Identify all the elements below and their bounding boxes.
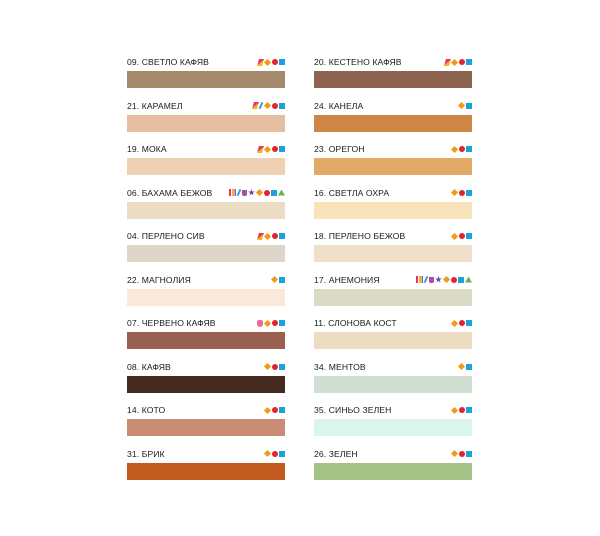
color-label: 09. СВЕТЛО КАФЯВ: [127, 57, 210, 67]
diamond-icon: [443, 276, 450, 283]
diamond-icon: [458, 363, 465, 370]
square-icon: [279, 277, 285, 283]
color-item: [127, 140, 285, 184]
color-label: 08. КАФЯВ: [127, 361, 171, 372]
color-item: [127, 401, 285, 445]
color-swatch: [314, 245, 472, 262]
color-swatch: [314, 158, 472, 175]
square-icon: [271, 190, 277, 196]
color-item: [127, 184, 285, 228]
color-label: 34. МЕНТОВ: [314, 361, 366, 372]
brushes-icon: [229, 189, 236, 196]
color-label: 26. ЗЕЛЕН: [314, 448, 358, 459]
color-label: 23. ОРЕГОН: [314, 144, 365, 154]
brushes-icon: [416, 276, 423, 283]
color-swatch: [127, 158, 285, 175]
square-icon: [466, 190, 472, 196]
square-icon: [466, 320, 472, 326]
color-swatch: [127, 376, 285, 393]
hand-icon: [257, 320, 263, 327]
square-icon: [466, 451, 472, 457]
color-label: 04. ПЕРЛЕНО СИВ: [127, 231, 205, 241]
usage-icons: [458, 102, 472, 110]
diamond-icon: [264, 145, 271, 152]
square-icon: [279, 364, 285, 370]
color-swatch: [127, 289, 285, 306]
color-swatch: [127, 202, 285, 219]
usage-icons: [257, 319, 285, 327]
color-item: [314, 358, 472, 402]
color-item: [314, 401, 472, 445]
color-item: [314, 97, 472, 141]
square-icon: [279, 103, 285, 109]
pencil-icon: [237, 189, 242, 196]
color-label: 19. МОКА: [127, 144, 167, 154]
pencil-icon: [259, 102, 264, 109]
diamond-icon: [264, 406, 271, 413]
square-icon: [466, 407, 472, 413]
color-swatch: [127, 463, 285, 480]
usage-icons: [258, 232, 285, 240]
diamond-icon: [264, 232, 271, 239]
diamond-icon: [451, 58, 458, 65]
color-label: 07. ЧЕРВЕНО КАФЯВ: [127, 318, 216, 328]
color-item: [314, 271, 472, 315]
usage-icons: [264, 406, 285, 414]
usage-icons: [264, 450, 285, 458]
circle-icon: [272, 451, 278, 457]
color-item: [314, 184, 472, 228]
usage-icons: [451, 319, 472, 327]
color-label: 06. БАХАМА БЕЖОВ: [127, 187, 213, 198]
star-icon: [248, 189, 255, 196]
diamond-icon: [451, 145, 458, 152]
color-label: 16. СВЕТЛА ОХРА: [314, 187, 390, 198]
color-label: 35. СИНЬО ЗЕЛЕН: [314, 405, 392, 415]
color-item: [314, 445, 472, 489]
circle-icon: [272, 320, 278, 326]
square-icon: [466, 59, 472, 65]
color-swatch: [127, 419, 285, 436]
usage-icons: [451, 189, 472, 197]
color-label: 17. АНЕМОНИЯ: [314, 274, 380, 285]
circle-icon: [459, 407, 465, 413]
diamond-icon: [451, 319, 458, 326]
usage-icons: [271, 276, 285, 284]
circle-icon: [272, 103, 278, 109]
color-swatch: [314, 202, 472, 219]
color-item: [127, 314, 285, 358]
color-label: 24. КАНЕЛА: [314, 100, 364, 111]
color-item: [127, 445, 285, 489]
color-swatch: [127, 115, 285, 132]
color-label: 31. БРИК: [127, 448, 165, 459]
square-icon: [279, 320, 285, 326]
circle-icon: [272, 233, 278, 239]
square-icon: [466, 146, 472, 152]
square-icon: [279, 59, 285, 65]
diamond-icon: [451, 450, 458, 457]
diamond-icon: [264, 450, 271, 457]
square-icon: [466, 103, 472, 109]
square-icon: [466, 364, 472, 370]
right-color-column: [314, 53, 472, 488]
color-label: 18. ПЕРЛЕНО БЕЖОВ: [314, 231, 406, 241]
square-icon: [279, 407, 285, 413]
bucket-icon: [429, 277, 434, 283]
usage-icons: [253, 102, 285, 110]
circle-icon: [459, 320, 465, 326]
color-swatch: [314, 463, 472, 480]
diamond-icon: [271, 276, 278, 283]
color-swatch: [314, 289, 472, 306]
circle-icon: [459, 451, 465, 457]
usage-icons: [451, 232, 472, 240]
color-item: [127, 53, 285, 97]
color-swatch: [127, 71, 285, 88]
triangle-icon: [278, 190, 285, 196]
color-item: [127, 227, 285, 271]
circle-icon: [272, 407, 278, 413]
circle-icon: [451, 277, 457, 283]
square-icon: [279, 233, 285, 239]
color-item: [314, 314, 472, 358]
pencil-icon: [424, 276, 429, 283]
star-icon: [435, 276, 442, 283]
usage-icons: [258, 145, 285, 153]
usage-icons: [451, 450, 472, 458]
diamond-icon: [264, 58, 271, 65]
diamond-icon: [256, 189, 263, 196]
color-swatch: [314, 376, 472, 393]
color-swatch: [314, 332, 472, 349]
diamond-icon: [264, 102, 271, 109]
usage-icons: [458, 363, 472, 371]
color-item: [127, 271, 285, 315]
usage-icons: [258, 58, 285, 66]
square-icon: [279, 146, 285, 152]
color-item: [314, 140, 472, 184]
circle-icon: [459, 146, 465, 152]
bucket-icon: [242, 190, 247, 196]
color-swatch: [314, 419, 472, 436]
diamond-icon: [264, 363, 271, 370]
diamond-icon: [451, 189, 458, 196]
triangle-icon: [465, 277, 472, 283]
circle-icon: [459, 59, 465, 65]
circle-icon: [459, 233, 465, 239]
circle-icon: [459, 190, 465, 196]
color-label: 11. СЛОНОВА КОСТ: [314, 318, 397, 328]
color-label: 22. МАГНОЛИЯ: [127, 274, 191, 285]
circle-icon: [264, 190, 270, 196]
color-label: 14. КОТО: [127, 405, 166, 415]
usage-icons: [451, 406, 472, 414]
left-color-column: [127, 53, 285, 488]
usage-icons: [416, 276, 472, 284]
usage-icons: [451, 145, 472, 153]
square-icon: [458, 277, 464, 283]
color-item: [127, 358, 285, 402]
color-swatch: [314, 115, 472, 132]
usage-icons: [229, 189, 285, 197]
square-icon: [279, 451, 285, 457]
color-swatch: [314, 71, 472, 88]
color-swatch: [127, 245, 285, 262]
circle-icon: [272, 59, 278, 65]
circle-icon: [272, 364, 278, 370]
color-label: 21. КАРАМЕЛ: [127, 100, 183, 111]
usage-icons: [445, 58, 472, 66]
circle-icon: [272, 146, 278, 152]
usage-icons: [264, 363, 285, 371]
color-label: 20. КЕСТЕНО КАФЯВ: [314, 57, 402, 67]
diamond-icon: [451, 232, 458, 239]
square-icon: [466, 233, 472, 239]
diamond-icon: [458, 102, 465, 109]
color-item: [127, 97, 285, 141]
color-swatch: [127, 332, 285, 349]
color-item: [314, 53, 472, 97]
diamond-icon: [264, 319, 271, 326]
color-item: [314, 227, 472, 271]
diamond-icon: [451, 406, 458, 413]
